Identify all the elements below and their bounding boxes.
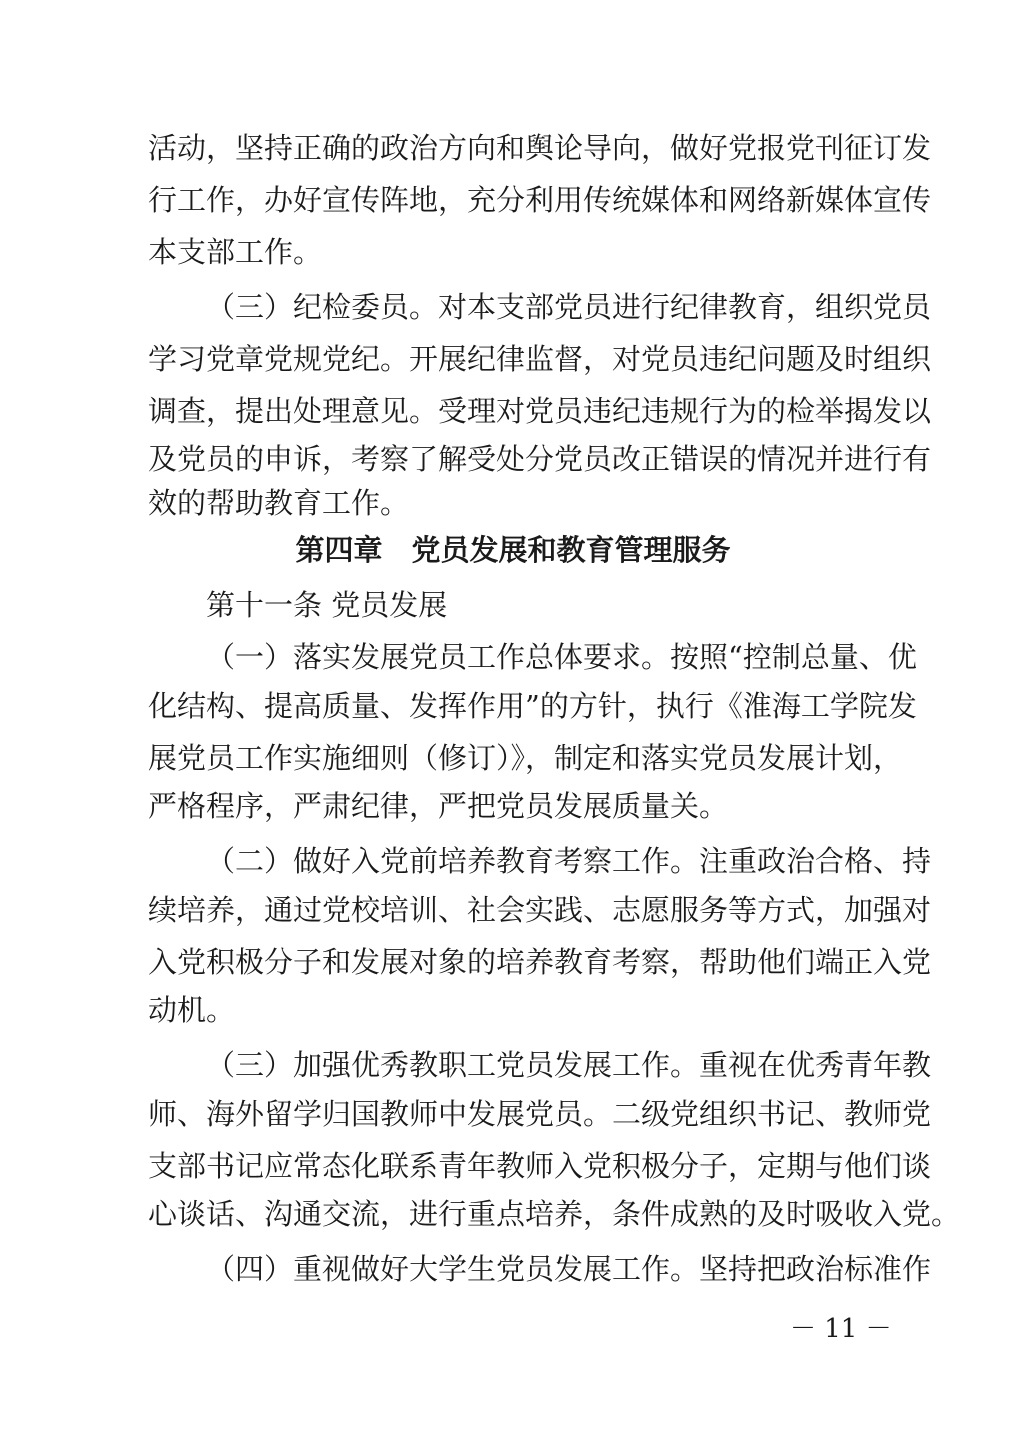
body-text-line: 展党员工作实施细则（修订）》，制定和落实党员发展计划， bbox=[148, 741, 903, 775]
body-text-line: 入党积极分子和发展对象的培养教育考察，帮助他们端正入党 bbox=[148, 945, 932, 979]
body-text-line: 活动，坚持正确的政治方向和舆论导向，做好党报党刊征订发 bbox=[148, 131, 932, 165]
paragraph-first-line: （二）做好入党前培养教育考察工作。注重政治合格、持 bbox=[206, 844, 932, 878]
body-text-line: 调查，提出处理意见。受理对党员违纪违规行为的检举揭发以 bbox=[148, 394, 932, 428]
body-text-line: 师、海外留学归国教师中发展党员。二级党组织书记、教师党 bbox=[148, 1097, 932, 1131]
page-number: － 11 － bbox=[790, 1314, 892, 1344]
paragraph-first-line: （三）加强优秀教职工党员发展工作。重视在优秀青年教 bbox=[206, 1048, 932, 1082]
body-text-line: 学习党章党规党纪。开展纪律监督，对党员违纪问题及时组织 bbox=[148, 342, 932, 376]
body-text-line: 动机。 bbox=[148, 993, 236, 1027]
body-text-line: 支部书记应常态化联系青年教师入党积极分子，定期与他们谈 bbox=[148, 1149, 932, 1183]
body-text-line: 续培养，通过党校培训、社会实践、志愿服务等方式，加强对 bbox=[148, 893, 932, 927]
chapter-heading: 第四章 党员发展和教育管理服务 bbox=[295, 533, 731, 567]
body-text-line: 本支部工作。 bbox=[148, 235, 323, 269]
body-text-line: 行工作，办好宣传阵地，充分利用传统媒体和网络新媒体宣传 bbox=[148, 183, 932, 217]
paragraph-first-line: （三）纪检委员。对本支部党员进行纪律教育，组织党员 bbox=[206, 290, 932, 324]
body-text-line: 效的帮助教育工作。 bbox=[148, 486, 410, 520]
body-text-line: 心谈话、沟通交流，进行重点培养，条件成熟的及时吸收入党。 bbox=[148, 1197, 961, 1231]
paragraph-first-line: （一）落实发展党员工作总体要求。按照“控制总量、优 bbox=[206, 640, 917, 674]
body-text-line: 及党员的申诉，考察了解受处分党员改正错误的情况并进行有 bbox=[148, 442, 932, 476]
paragraph-first-line: （四）重视做好大学生党员发展工作。坚持把政治标准作 bbox=[206, 1252, 932, 1286]
body-text-line: 严格程序，严肃纪律，严把党员发展质量关。 bbox=[148, 789, 729, 823]
article-heading: 第十一条 党员发展 bbox=[206, 588, 448, 622]
body-text-line: 化结构、提高质量、发挥作用”的方针，执行《淮海工学院发 bbox=[148, 689, 917, 723]
